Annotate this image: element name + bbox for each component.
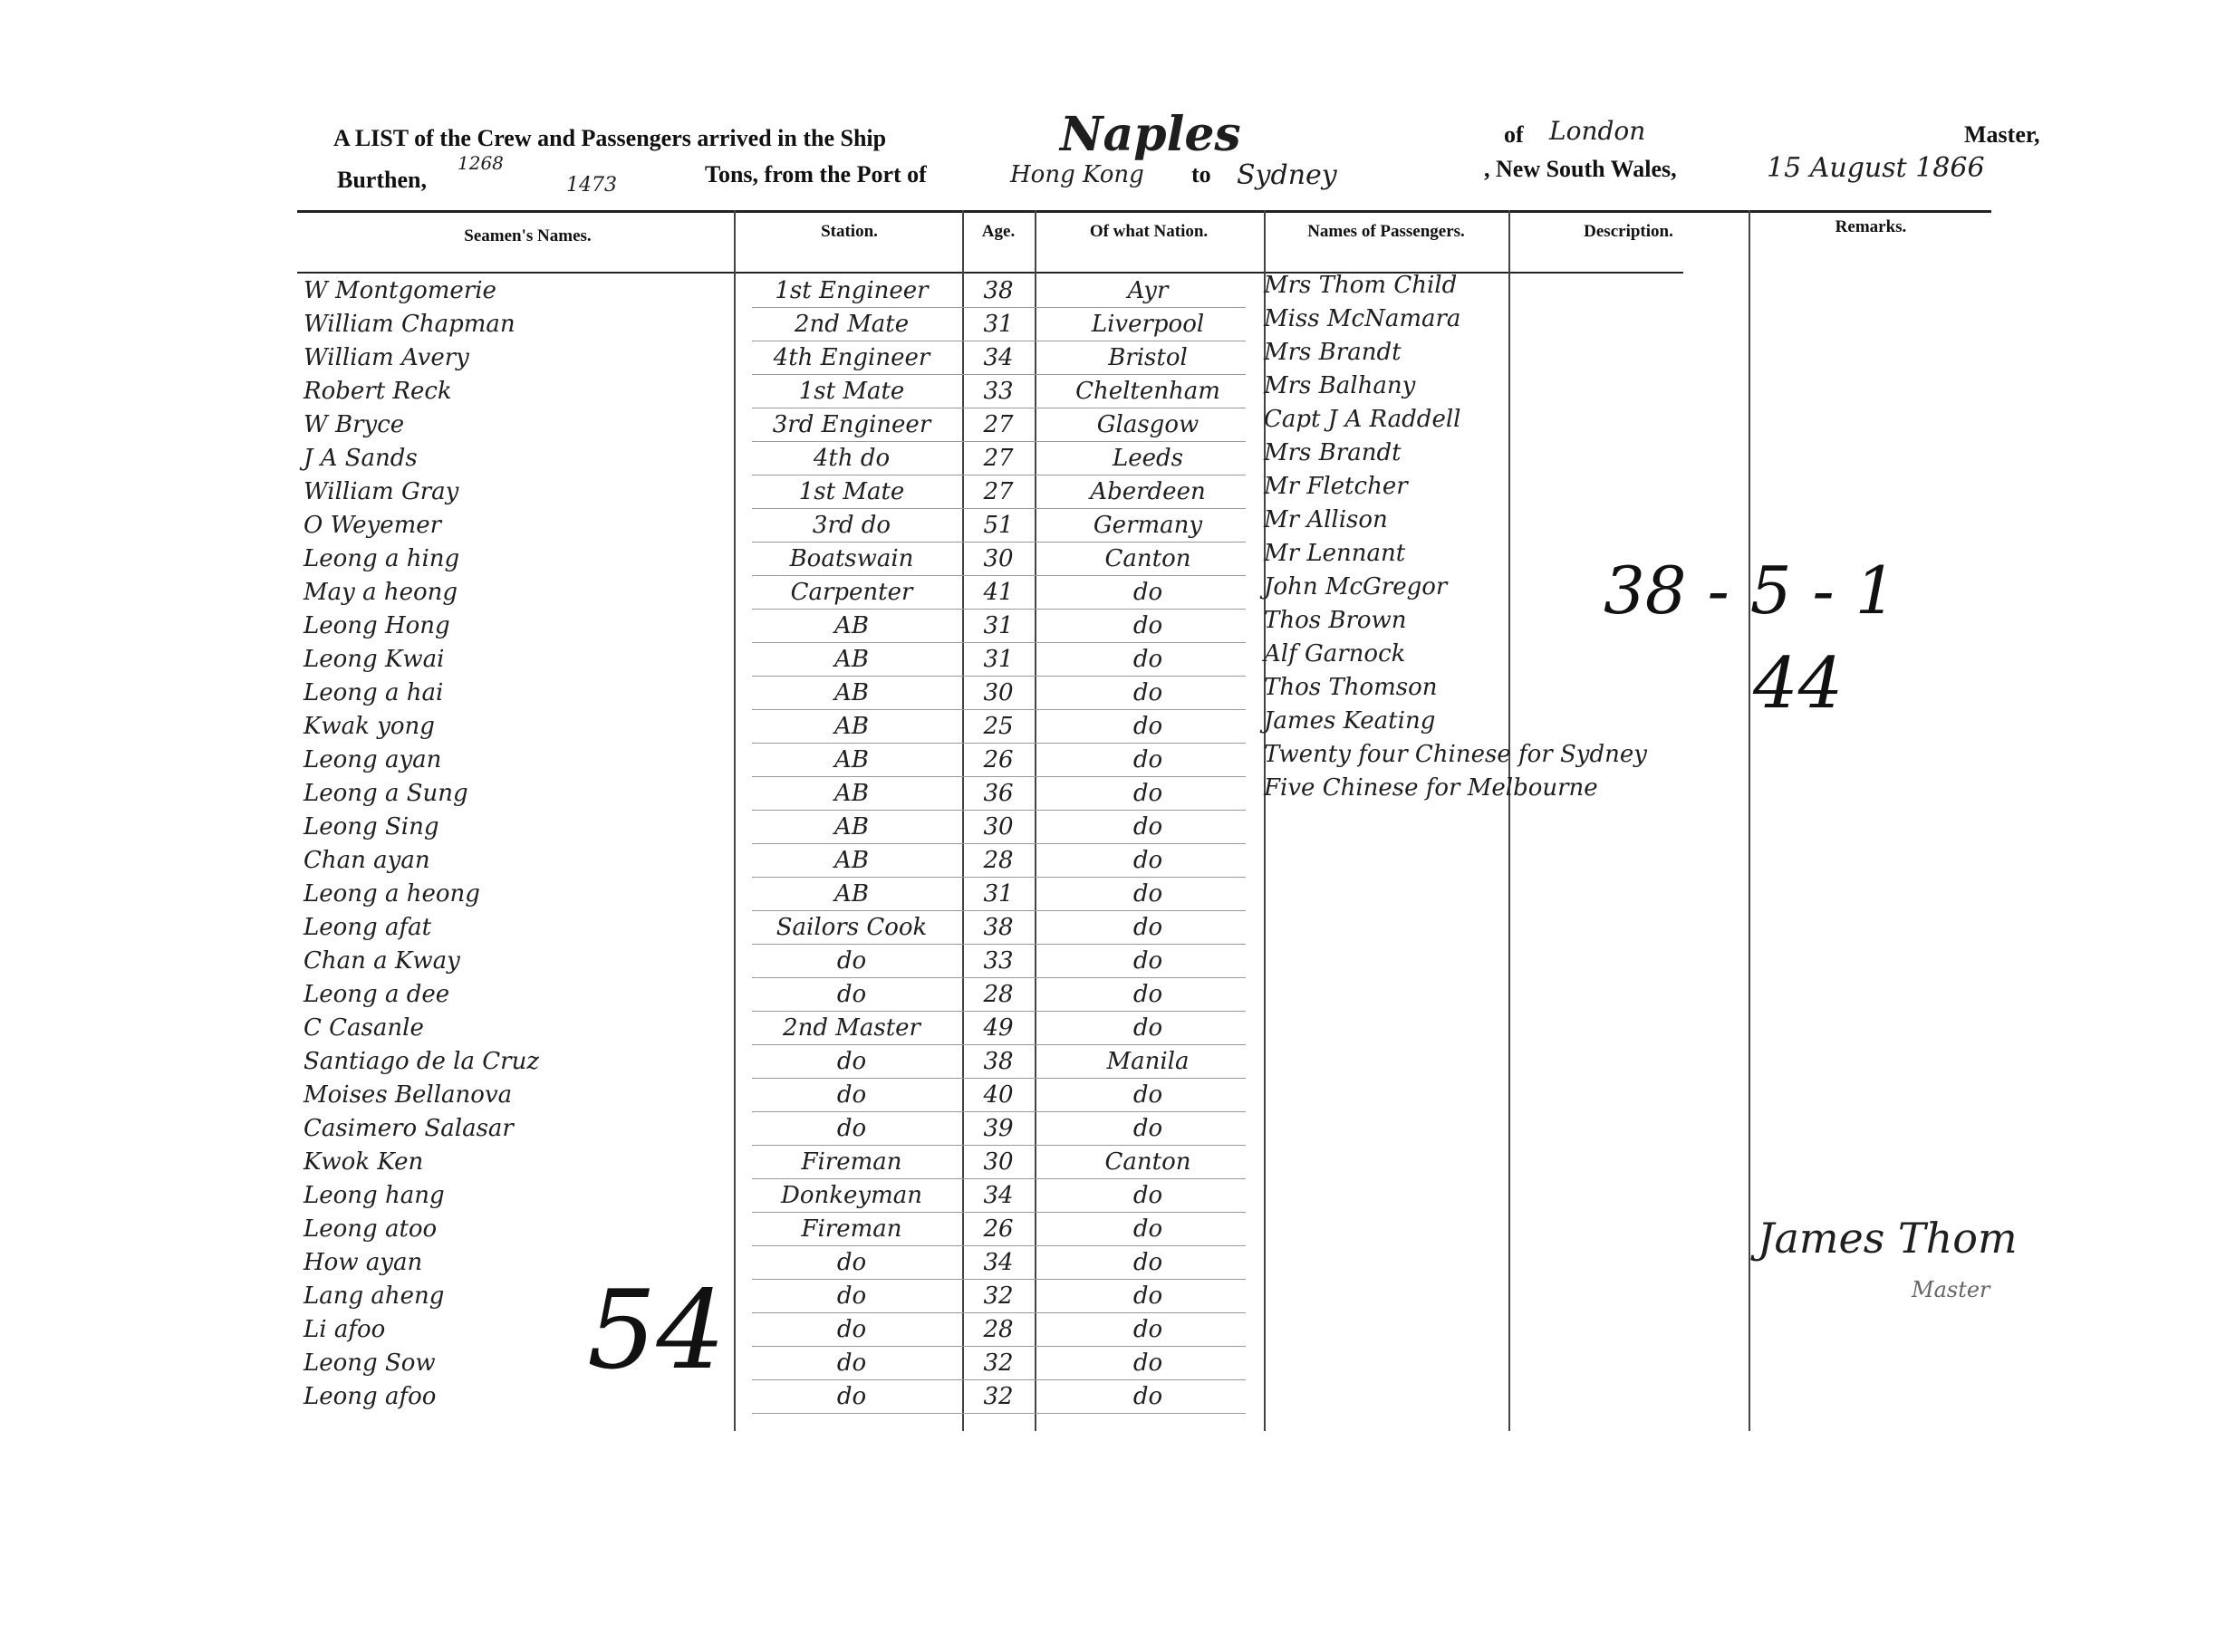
crew-age: 38 [983, 1048, 1014, 1075]
row-rule [752, 1178, 1246, 1179]
crew-station: do [836, 1115, 867, 1142]
crew-station: do [836, 1316, 867, 1343]
crew-age: 38 [983, 277, 1014, 304]
row-rule [752, 508, 1246, 509]
crew-station: Fireman [801, 1148, 902, 1176]
row-rule [752, 1346, 1246, 1347]
crew-station: Sailors Cook [776, 914, 928, 941]
crew-age: 34 [983, 344, 1014, 371]
arrival-date: 15 August 1866 [1767, 152, 1985, 184]
signature-role: Master [1912, 1277, 1990, 1302]
crew-age: 34 [983, 1249, 1014, 1276]
crew-nation: Aberdeen [1090, 478, 1206, 505]
crew-name: May a heong [303, 579, 458, 606]
row-rule [752, 441, 1246, 442]
crew-name: Chan ayan [303, 847, 430, 874]
row-rule [752, 1312, 1246, 1313]
crew-station: do [836, 1249, 867, 1276]
crew-nation: do [1132, 746, 1163, 773]
crew-age: 33 [983, 378, 1014, 405]
crew-station: Boatswain [789, 545, 914, 572]
row-rule [752, 910, 1246, 911]
crew-nation: do [1132, 1383, 1163, 1410]
crew-nation: do [1132, 612, 1163, 639]
row-rule [752, 776, 1246, 777]
row-rule [752, 877, 1246, 878]
crew-age: 39 [983, 1115, 1014, 1142]
crew-nation: do [1132, 679, 1163, 706]
crew-age: 28 [983, 981, 1014, 1008]
crew-station: 1st Mate [798, 478, 905, 505]
crew-name: W Montgomerie [303, 277, 496, 304]
row-rule [752, 1279, 1246, 1280]
crew-nation: do [1132, 1014, 1163, 1042]
row-rule [752, 743, 1246, 744]
crew-station: 4th do [813, 445, 891, 472]
ship-name: Naples [1060, 107, 1241, 162]
col-line-remarks [1749, 210, 1750, 1431]
passenger-name: Twenty four Chinese for Sydney [1264, 741, 1647, 768]
row-rule [752, 1379, 1246, 1380]
crew-station: AB [834, 612, 869, 639]
to-port: Sydney [1237, 159, 1337, 191]
header-rule-top [297, 210, 1991, 213]
crew-name: Leong a heong [303, 880, 480, 908]
passenger-name: Five Chinese for Melbourne [1264, 774, 1598, 802]
crew-station: Fireman [801, 1215, 902, 1243]
crew-nation: do [1132, 981, 1163, 1008]
crew-name: Lang aheng [303, 1282, 445, 1310]
crew-age: 51 [983, 512, 1014, 539]
passenger-name: James Keating [1264, 707, 1436, 735]
crew-age: 30 [983, 813, 1014, 840]
row-rule [752, 575, 1246, 576]
crew-name: Leong hang [303, 1182, 445, 1209]
col-header-remarks: Remarks. [1835, 217, 1907, 236]
crew-name: Li afoo [303, 1316, 386, 1343]
crew-station: Donkeyman [781, 1182, 922, 1209]
crew-age: 28 [983, 1316, 1014, 1343]
crew-total: 54 [587, 1268, 726, 1394]
crew-nation: do [1132, 1282, 1163, 1310]
crew-age: 27 [983, 445, 1014, 472]
passenger-name: Mrs Brandt [1264, 339, 1402, 366]
crew-station: do [836, 1383, 867, 1410]
crew-age: 27 [983, 411, 1014, 438]
crew-nation: Cheltenham [1075, 378, 1220, 405]
crew-nation: do [1132, 1115, 1163, 1142]
crew-age: 36 [983, 780, 1014, 807]
crew-age: 31 [983, 311, 1014, 338]
crew-age: 26 [983, 746, 1014, 773]
passenger-name: Capt J A Raddell [1264, 406, 1461, 433]
burthen-label: Burthen, [337, 167, 427, 193]
crew-age: 38 [983, 914, 1014, 941]
crew-nation: Glasgow [1096, 411, 1200, 438]
row-rule [752, 1044, 1246, 1045]
crew-name: Casimero Salasar [303, 1115, 514, 1142]
row-rule [752, 1413, 1246, 1414]
crew-nation: Leeds [1112, 445, 1184, 472]
crew-age: 30 [983, 1148, 1014, 1176]
burthen-value-bottom: 1473 [566, 174, 617, 197]
crew-station: do [836, 1048, 867, 1075]
crew-name: Chan a Kway [303, 947, 460, 975]
crew-station: 2nd Mate [794, 311, 910, 338]
port-of-registry: London [1549, 116, 1646, 146]
crew-age: 31 [983, 646, 1014, 673]
crew-name: Moises Bellanova [303, 1081, 513, 1109]
row-rule [752, 642, 1246, 643]
crew-station: AB [834, 679, 869, 706]
crew-station: Carpenter [790, 579, 913, 606]
crew-station: do [836, 981, 867, 1008]
row-rule [752, 977, 1246, 978]
crew-station: do [836, 1282, 867, 1310]
crew-station: AB [834, 880, 869, 908]
crew-name: Leong Sing [303, 813, 439, 840]
passenger-name: Mrs Brandt [1264, 439, 1402, 466]
row-rule [752, 676, 1246, 677]
crew-nation: do [1132, 1249, 1163, 1276]
crew-nation: Manila [1106, 1048, 1190, 1075]
crew-age: 31 [983, 880, 1014, 908]
tally-bottom: 44 [1753, 643, 1844, 725]
crew-nation: Ayr [1127, 277, 1169, 304]
col-header-seamen: Seamen's Names. [464, 226, 592, 245]
crew-station: do [836, 1081, 867, 1109]
crew-nation: Canton [1104, 1148, 1191, 1176]
crew-station: AB [834, 780, 869, 807]
crew-name: J A Sands [303, 445, 418, 472]
crew-name: Leong afat [303, 914, 432, 941]
row-rule [752, 307, 1246, 308]
passenger-name: Mr Lennant [1264, 540, 1406, 567]
crew-nation: do [1132, 813, 1163, 840]
passenger-name: Mrs Thom Child [1264, 272, 1458, 299]
row-rule [752, 1078, 1246, 1079]
title-line-1: A LIST of the Crew and Passengers arrived in the Ship [333, 125, 887, 151]
row-rule [752, 542, 1246, 543]
crew-age: 49 [983, 1014, 1014, 1042]
crew-station: AB [834, 646, 869, 673]
row-rule [752, 1011, 1246, 1012]
crew-age: 26 [983, 1215, 1014, 1243]
header-rule-bottom [297, 272, 1683, 274]
crew-name: Leong Sow [303, 1349, 436, 1377]
crew-nation: do [1132, 1349, 1163, 1377]
crew-station: do [836, 947, 867, 975]
passenger-name: Miss McNamara [1264, 305, 1461, 332]
crew-nation: do [1132, 780, 1163, 807]
crew-nation: do [1132, 1081, 1163, 1109]
crew-age: 32 [983, 1349, 1014, 1377]
col-line-station [734, 210, 736, 1431]
row-rule [752, 1111, 1246, 1112]
crew-station: 3rd Engineer [772, 411, 931, 438]
crew-age: 34 [983, 1182, 1014, 1209]
crew-name: Leong afoo [303, 1383, 437, 1410]
row-rule [752, 609, 1246, 610]
crew-station: 1st Engineer [775, 277, 929, 304]
crew-station: AB [834, 847, 869, 874]
master-signature: James Thom [1758, 1214, 2018, 1263]
crew-name: William Gray [303, 478, 459, 505]
crew-station: do [836, 1349, 867, 1377]
row-rule [752, 1212, 1246, 1213]
crew-station: 3rd do [812, 512, 891, 539]
crew-age: 27 [983, 478, 1014, 505]
crew-station: AB [834, 746, 869, 773]
crew-age: 30 [983, 545, 1014, 572]
crew-age: 41 [983, 579, 1014, 606]
col-header-passengers: Names of Passengers. [1307, 222, 1465, 241]
passenger-name: Mr Allison [1264, 506, 1388, 533]
crew-age: 31 [983, 612, 1014, 639]
crew-name: How ayan [303, 1249, 423, 1276]
row-rule [752, 1145, 1246, 1146]
crew-age: 32 [983, 1282, 1014, 1310]
crew-name: William Chapman [303, 311, 515, 338]
crew-nation: do [1132, 880, 1163, 908]
of-label: of [1504, 121, 1524, 148]
row-rule [752, 709, 1246, 710]
crew-station: 4th Engineer [773, 344, 930, 371]
crew-name: William Avery [303, 344, 469, 371]
crew-station: AB [834, 713, 869, 740]
crew-station: 1st Mate [798, 378, 905, 405]
crew-age: 40 [983, 1081, 1014, 1109]
crew-nation: Germany [1093, 512, 1203, 539]
crew-age: 33 [983, 947, 1014, 975]
crew-name: Kwok Ken [303, 1148, 424, 1176]
passenger-name: Mr Fletcher [1264, 473, 1408, 500]
to-label: to [1191, 161, 1211, 187]
crew-nation: do [1132, 914, 1163, 941]
nsw-label: , New South Wales, [1484, 156, 1677, 182]
from-port: Hong Kong [1010, 161, 1144, 188]
crew-age: 30 [983, 679, 1014, 706]
tally-top: 38 - 5 - 1 [1604, 552, 1897, 629]
crew-nation: do [1132, 1182, 1163, 1209]
crew-name: Robert Reck [303, 378, 452, 405]
row-rule [752, 944, 1246, 945]
crew-age: 32 [983, 1383, 1014, 1410]
crew-name: Leong Kwai [303, 646, 445, 673]
crew-nation: do [1132, 579, 1163, 606]
crew-name: O Weyemer [303, 512, 442, 539]
crew-name: W Bryce [303, 411, 405, 438]
crew-station: AB [834, 813, 869, 840]
crew-station: 2nd Master [783, 1014, 920, 1042]
crew-name: Santiago de la Cruz [303, 1048, 540, 1075]
crew-name: Leong ayan [303, 746, 442, 773]
tons-from-label: Tons, from the Port of [705, 161, 927, 187]
passenger-name: Alf Garnock [1264, 640, 1406, 668]
passenger-name: Thos Brown [1264, 607, 1407, 634]
crew-age: 25 [983, 713, 1014, 740]
crew-nation: Liverpool [1091, 311, 1205, 338]
crew-name: Leong a hing [303, 545, 460, 572]
col-header-nation: Of what Nation. [1089, 222, 1209, 241]
passenger-name: John McGregor [1264, 573, 1448, 600]
crew-nation: Bristol [1108, 344, 1188, 371]
crew-nation: do [1132, 646, 1163, 673]
row-rule [752, 374, 1246, 375]
crew-nation: Canton [1104, 545, 1191, 572]
crew-name: Leong a Sung [303, 780, 468, 807]
crew-nation: do [1132, 947, 1163, 975]
passenger-name: Thos Thomson [1264, 674, 1438, 701]
col-header-age: Age. [981, 222, 1016, 241]
crew-nation: do [1132, 1316, 1163, 1343]
passenger-name: Mrs Balhany [1264, 372, 1416, 399]
crew-name: C Casanle [303, 1014, 424, 1042]
col-header-station: Station. [821, 222, 878, 241]
crew-nation: do [1132, 1215, 1163, 1243]
crew-name: Leong a hai [303, 679, 444, 706]
col-header-description: Description. [1584, 222, 1673, 241]
row-rule [752, 1245, 1246, 1246]
row-rule [752, 843, 1246, 844]
crew-name: Leong atoo [303, 1215, 438, 1243]
crew-nation: do [1132, 713, 1163, 740]
burthen-value-top: 1268 [458, 152, 504, 174]
crew-nation: do [1132, 847, 1163, 874]
crew-name: Kwak yong [303, 713, 435, 740]
crew-age: 28 [983, 847, 1014, 874]
row-rule [752, 810, 1246, 811]
col-line-description [1508, 210, 1510, 1431]
crew-name: Leong Hong [303, 612, 450, 639]
crew-name: Leong a dee [303, 981, 450, 1008]
master-label: Master, [1964, 121, 2040, 148]
